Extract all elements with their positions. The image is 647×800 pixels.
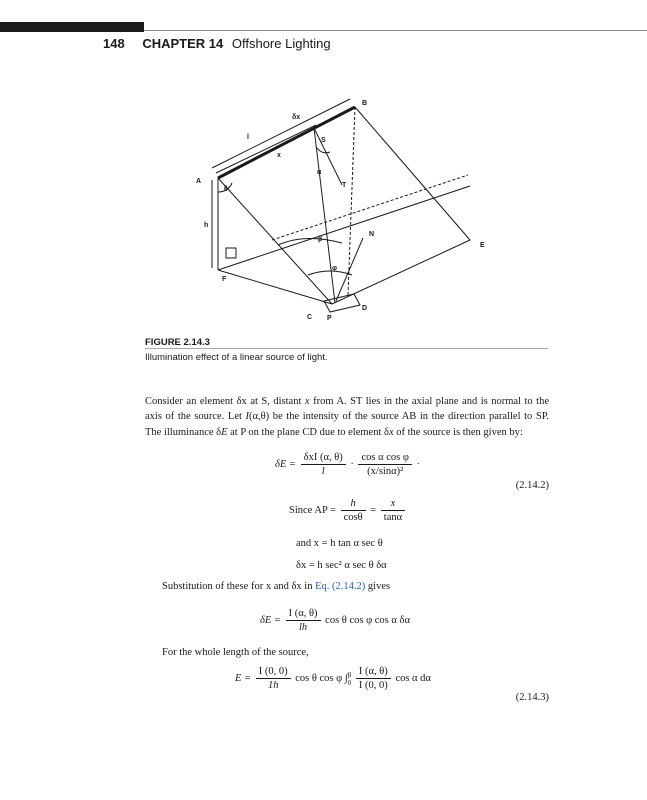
equation-number-2-14-2: (2.14.2) — [515, 480, 549, 491]
label-theta: θ — [224, 186, 228, 193]
eq2-rest: cos θ cos φ cos α δα — [325, 614, 410, 626]
line-be — [355, 107, 470, 240]
eq-ap-lead: Since AP = — [289, 504, 336, 516]
eq-ap-den1: cosθ — [343, 512, 363, 523]
eq3-num2: I (α, θ) — [356, 666, 391, 679]
eq3-den2: I (0, 0) — [358, 680, 388, 691]
para-text-4: (α,θ) be the intensity of the source AB in the direction parallel to SP. The illuminance δ — [145, 411, 550, 438]
eq1-num1: δxI (α, θ) — [301, 452, 346, 465]
label-x: x — [277, 152, 281, 159]
chapter-title: Offshore Lighting — [231, 36, 331, 51]
figure-rule — [145, 348, 548, 349]
eq-2-14-2-link[interactable]: Eq. (2.14.2) — [315, 581, 366, 592]
body-paragraph — [145, 394, 549, 440]
header-bar — [0, 22, 144, 32]
page-number: 148 — [103, 36, 125, 51]
eq3-lower: 0 — [347, 678, 352, 687]
label-t: T — [342, 182, 347, 189]
arc-phi — [308, 271, 352, 275]
label-l: l — [247, 134, 249, 141]
line-bp-dashed — [348, 107, 355, 295]
eq1-num2: cos α cos φ — [358, 452, 411, 465]
para-text-6: at P on the plane CD due to element δ — [227, 426, 389, 438]
eq3-rest: cos α dα — [395, 672, 431, 684]
label-alpha: α — [317, 169, 322, 176]
figure-diagram — [190, 95, 510, 330]
label-c: C — [307, 314, 313, 321]
para-text-5: E — [221, 426, 228, 438]
eq1-lhs: δE = — [275, 458, 297, 470]
eq2-frac — [286, 608, 321, 633]
eq1-frac2 — [358, 452, 411, 477]
label-a: A — [196, 178, 202, 185]
para-text-1: Consider an element δx at S, distant — [145, 396, 305, 407]
equation-ap — [289, 498, 407, 523]
running-header — [103, 36, 331, 51]
eq2-lhs: δE = — [260, 614, 282, 626]
chapter-number: CHAPTER 14 — [142, 36, 224, 51]
eq1-den2: (x/sinα)² — [367, 466, 404, 477]
header-rule — [144, 30, 647, 31]
label-e: E — [480, 242, 485, 249]
para-text-8: of the source is then given by: — [393, 426, 523, 438]
eq1-dot: · — [350, 458, 354, 470]
label-f: F — [222, 276, 227, 283]
eq3-mid: cos θ cos φ ∫ — [295, 672, 348, 684]
line-ap — [218, 178, 332, 304]
eq2-num: I (α, θ) — [286, 608, 321, 621]
eq1-den1: l — [321, 466, 325, 477]
eq-ap-equals: = — [370, 504, 377, 516]
equation-2-14-2 — [275, 452, 420, 477]
label-n: N — [369, 231, 375, 238]
arc-alpha — [316, 147, 330, 153]
label-p: P — [327, 315, 332, 322]
label-s: S — [321, 137, 326, 144]
label-phi: φ — [332, 265, 338, 272]
eq1-frac1 — [301, 452, 346, 477]
subst-after: gives — [365, 581, 391, 592]
line-fp — [218, 270, 332, 304]
dim-line-l — [212, 99, 350, 168]
label-b: B — [362, 100, 368, 107]
para-text-2: from A. ST lies in the axial plane and is normal to the axis of the source. Let — [145, 396, 549, 423]
equation-2-14-3 — [235, 666, 431, 691]
eq3-num1: I (0, 0) — [256, 666, 291, 679]
substitution-line — [162, 581, 390, 592]
eq3-frac1 — [256, 666, 291, 691]
eq3-frac2 — [356, 666, 391, 691]
diagram-svg — [190, 95, 510, 330]
label-dx: δx — [292, 114, 301, 121]
eq-ap-den2: tanα — [383, 512, 403, 523]
eq-ap-frac2 — [381, 498, 405, 523]
para-text-7: x — [388, 426, 394, 438]
equation-dx: δx = h sec² α sec θ δα — [296, 560, 387, 571]
whole-length-line: For the whole length of the source, — [162, 647, 309, 658]
source-line-ab — [218, 107, 355, 178]
eq3-lhs: E = — [235, 672, 252, 684]
eq-ap-frac1 — [341, 498, 366, 523]
line-st — [314, 128, 342, 185]
label-beta: β — [318, 236, 323, 243]
equation-de — [260, 608, 410, 633]
para-text-1x: x — [304, 396, 310, 407]
equation-number-2-14-3: (2.14.3) — [515, 692, 549, 703]
figure-label: FIGURE 2.14.3 — [145, 337, 210, 348]
para-text-3: I — [245, 411, 250, 423]
eq-ap-num1: h — [341, 498, 366, 511]
eq2-den: lh — [299, 622, 308, 633]
eq1-tail: · — [416, 458, 421, 470]
eq3-limits — [348, 671, 352, 687]
pole-base — [226, 248, 236, 258]
label-h: h — [204, 222, 209, 229]
subst-before: Substitution of these for x and δx in — [162, 581, 316, 592]
figure-caption: Illumination effect of a linear source of light. — [145, 352, 328, 363]
eq3-den1: 1h — [267, 680, 279, 691]
label-d: D — [362, 305, 368, 312]
line-sp — [314, 128, 338, 303]
equation-x: and x = h tan α sec θ — [296, 538, 383, 549]
eq-ap-num2: x — [381, 498, 405, 511]
dim-line-x — [216, 125, 316, 173]
eq3-upper: β — [347, 670, 352, 679]
